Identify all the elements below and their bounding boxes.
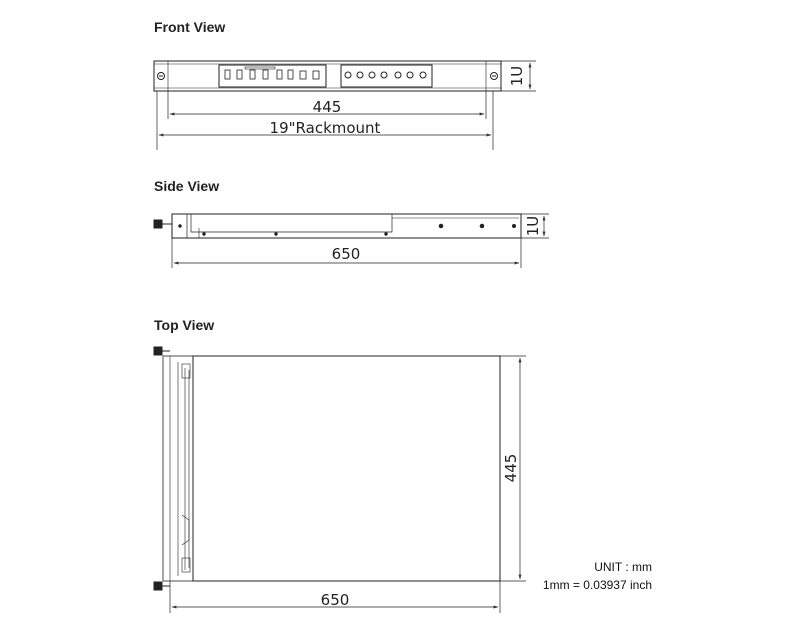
rackmount-dimension: 19"Rackmount [269, 119, 381, 137]
unit-conversion: 1mm = 0.03937 inch [542, 578, 652, 592]
top-length-dimension: 650 [320, 591, 350, 609]
connector-group-left [219, 65, 326, 87]
top-chassis-outline [193, 356, 500, 581]
side-chassis-outline [172, 214, 521, 238]
front-panel-outline [154, 61, 501, 91]
unit-label: UNIT : mm [594, 560, 652, 574]
top-view-title: Top View [154, 317, 215, 333]
side-height-dimension: 1U [524, 215, 542, 237]
top-view-drawing [154, 347, 526, 613]
side-view-title: Side View [154, 178, 220, 194]
top-width-dimension: 445 [502, 453, 520, 483]
side-length-dimension: 650 [331, 245, 361, 263]
front-width-dimension: 445 [312, 98, 342, 116]
front-height-dimension: 1U [508, 65, 526, 87]
unit-note [543, 558, 652, 594]
front-view-title: Front View [154, 19, 226, 35]
